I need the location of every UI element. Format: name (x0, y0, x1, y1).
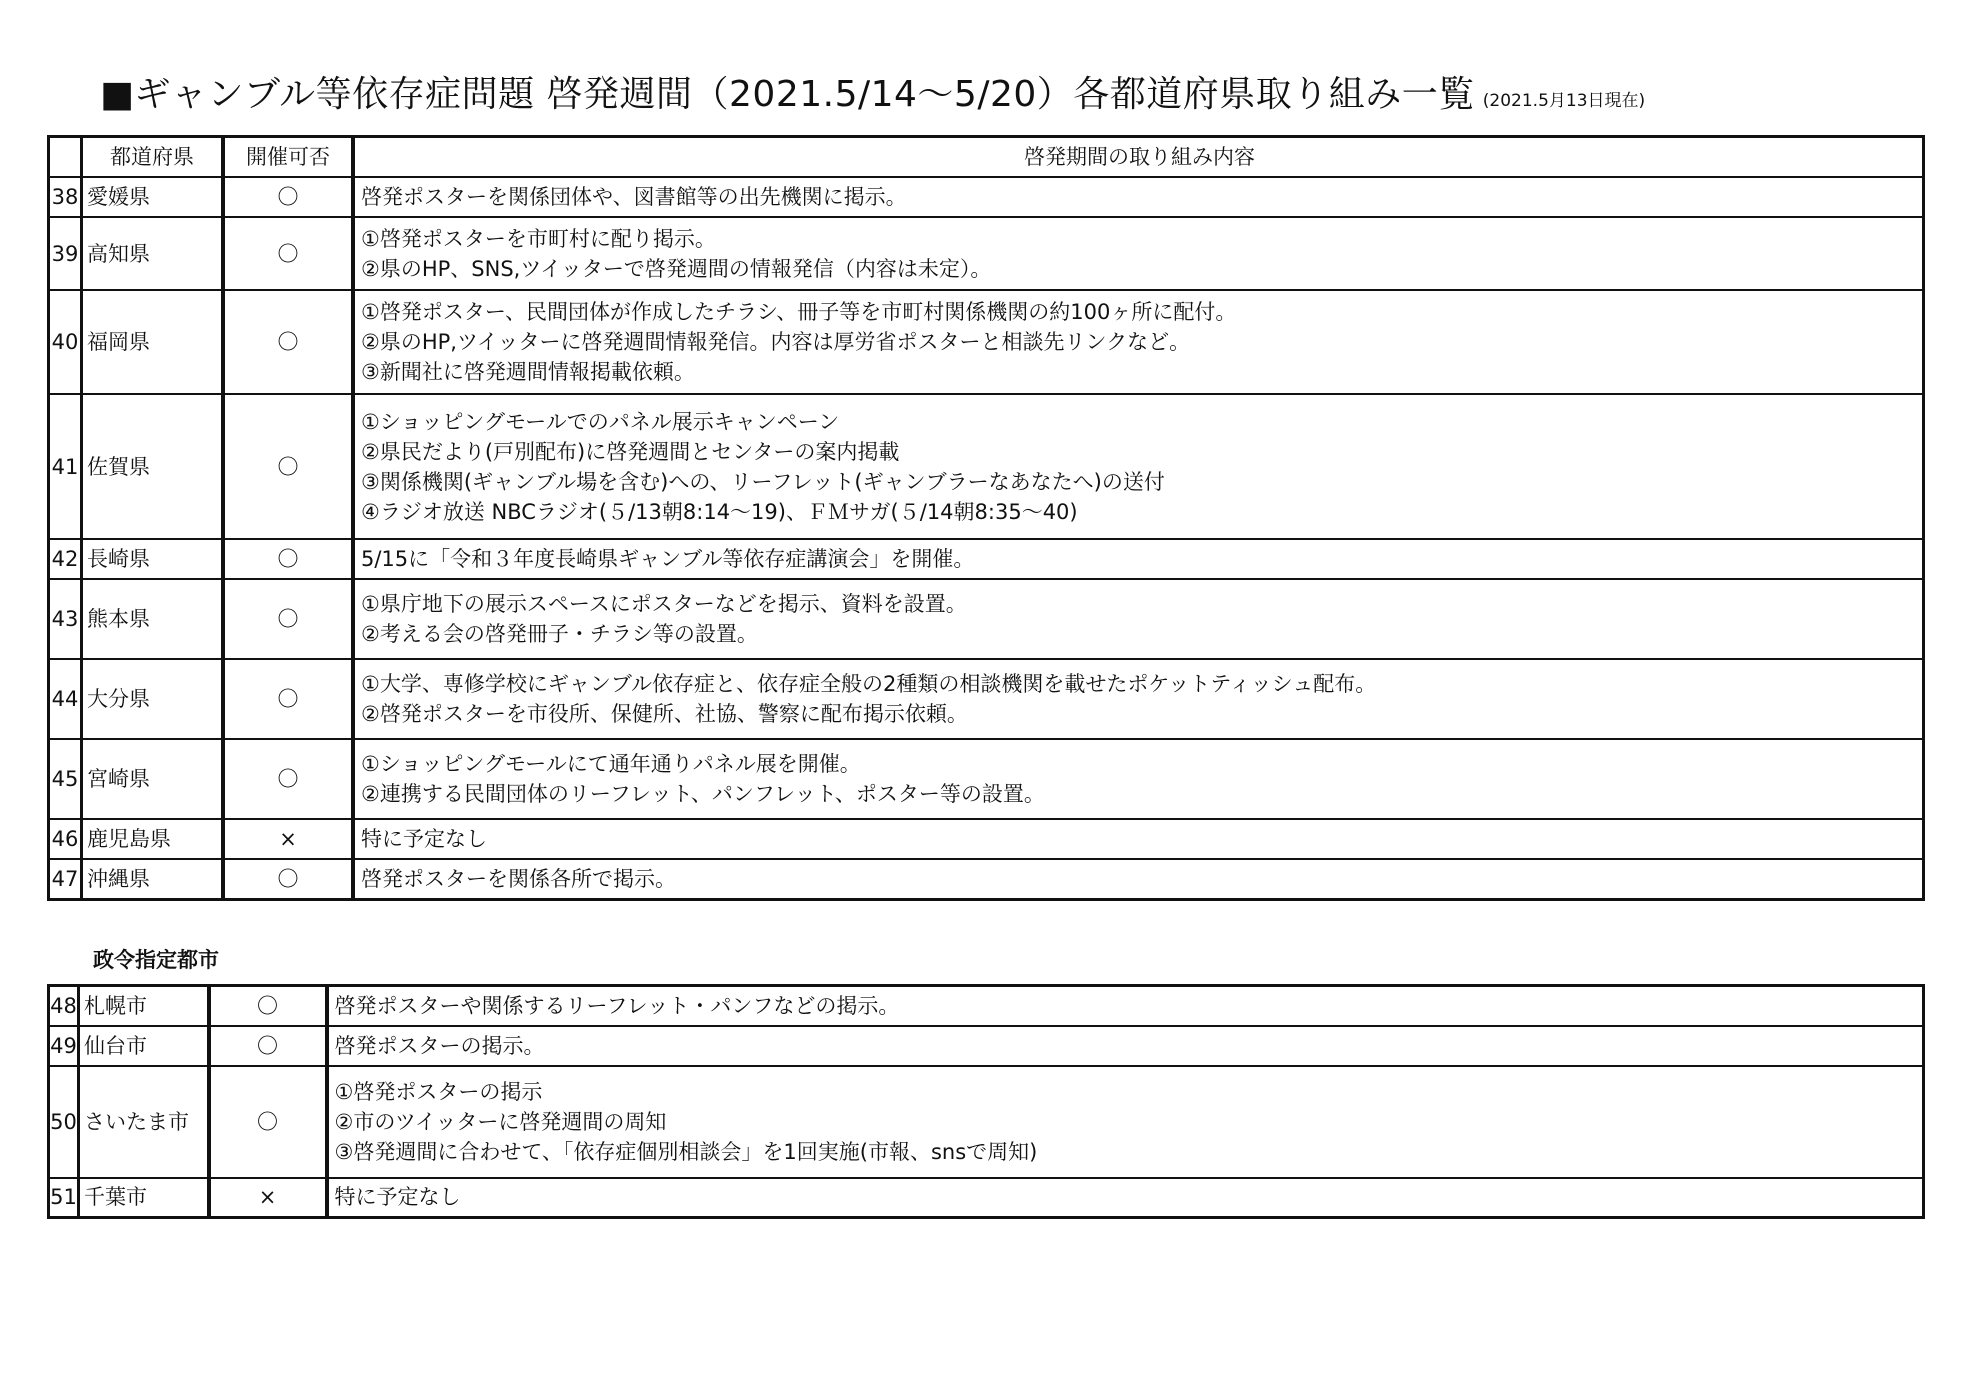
row-number: 40 (49, 290, 82, 394)
city-rows (49, 986, 1924, 1218)
content-line: 啓発ポスターを関係各所で掲示。 (361, 866, 676, 891)
content-line: 啓発ポスターや関係するリーフレット・パンフなどの掲示。 (334, 993, 900, 1018)
content-line: ①ショッピングモールにて通年通りパネル展を開催。 (361, 752, 861, 776)
row-content (353, 290, 1924, 394)
row-number: 48 (49, 986, 79, 1026)
row-number: 51 (49, 1178, 79, 1218)
row-number: 38 (49, 177, 82, 217)
row-content (327, 1026, 1924, 1066)
row-name: さいたま市 (79, 1066, 209, 1178)
page-title (100, 66, 1645, 117)
table-row (49, 1066, 1924, 1178)
row-content (353, 739, 1924, 819)
content-line: ②県のHP、SNS,ツイッターで啓発週間の情報発信（内容は未定）。 (361, 256, 992, 281)
table-row (49, 394, 1924, 539)
header-held: 開催可否 (223, 137, 353, 178)
content-line: ②市のツイッターに啓発週間の周知 (334, 1109, 667, 1134)
row-name: 宮崎県 (82, 739, 224, 819)
row-content (353, 394, 1924, 539)
row-number: 47 (49, 859, 82, 899)
row-held-status: 〇 (223, 217, 353, 290)
row-name: 鹿児島県 (82, 819, 224, 859)
row-held-status: 〇 (223, 290, 353, 394)
content-line: 5/15に「令和３年度長崎県ギャンブル等依存症講演会」を開催。 (361, 547, 975, 571)
content-line: ②県民だより(戸別配布)に啓発週間とセンターの案内掲載 (361, 439, 900, 464)
row-name: 愛媛県 (82, 177, 224, 217)
content-line: ①啓発ポスター、民間団体が作成したチラシ、冊子等を市町村関係機関の約100ヶ所に配付。 (361, 300, 1237, 324)
prefecture-table (47, 135, 1925, 901)
row-content (353, 217, 1924, 290)
row-number: 46 (49, 819, 82, 859)
row-name: 高知県 (82, 217, 224, 290)
title-text: ■ギャンブル等依存症問題 啓発週間（2021.5/14～5/20）各都道府県取り組み一覧 (100, 74, 1475, 115)
row-content (353, 177, 1924, 217)
row-held-status: 〇 (223, 579, 353, 659)
content-line: ③啓発週間に合わせて、「依存症個別相談会」を1回実施(市報、snsで周知) (334, 1139, 1038, 1164)
row-content (327, 1066, 1924, 1178)
content-line: ①啓発ポスターの掲示 (334, 1079, 543, 1104)
content-line: ①ショッピングモールでのパネル展示キャンペーン (361, 409, 840, 434)
row-content (353, 539, 1924, 579)
row-held-status: 〇 (223, 739, 353, 819)
row-content (353, 859, 1924, 899)
row-held-status: 〇 (223, 859, 353, 899)
row-content (353, 659, 1924, 739)
row-number: 49 (49, 1026, 79, 1066)
content-line: 啓発ポスターを関係団体や、図書館等の出先機関に掲示。 (361, 185, 907, 209)
city-table (47, 984, 1925, 1219)
row-held-status: 〇 (223, 659, 353, 739)
row-held-status: 〇 (223, 177, 353, 217)
row-name: 佐賀県 (82, 394, 224, 539)
row-held-status: 〇 (209, 1026, 327, 1066)
row-number: 41 (49, 394, 82, 539)
row-name: 大分県 (82, 659, 224, 739)
as-of-date: (2021.5月13日現在) (1482, 91, 1646, 111)
row-content (353, 819, 1924, 859)
table-row (49, 1026, 1924, 1066)
row-held-status: × (209, 1178, 327, 1218)
row-number: 39 (49, 217, 82, 290)
table-row (49, 539, 1924, 579)
row-name: 熊本県 (82, 579, 224, 659)
row-content (327, 1178, 1924, 1218)
content-line: ②考える会の啓発冊子・チラシ等の設置。 (361, 622, 758, 646)
row-held-status: 〇 (223, 539, 353, 579)
table-row (49, 859, 1924, 899)
row-name: 札幌市 (79, 986, 209, 1026)
table-row (49, 739, 1924, 819)
row-number: 42 (49, 539, 82, 579)
table-header-row (49, 137, 1924, 178)
table-row (49, 579, 1924, 659)
row-held-status: × (223, 819, 353, 859)
row-held-status: 〇 (209, 986, 327, 1026)
content-line: ①県庁地下の展示スペースにポスターなどを掲示、資料を設置。 (361, 592, 967, 616)
content-line: ④ラジオ放送 NBCラジオ(５/13朝8:14～19)、ＦＭサガ(５/14朝8:35～40) (361, 499, 1078, 524)
content-line: ②県のHP,ツイッターに啓発週間情報発信。内容は厚労省ポスターと相談先リンクなど。 (361, 330, 1191, 354)
row-name: 福岡県 (82, 290, 224, 394)
content-line: ②連携する民間団体のリーフレット、パンフレット、ポスター等の設置。 (361, 782, 1045, 806)
content-line: 啓発ポスターの掲示。 (334, 1033, 545, 1058)
content-line: ③関係機関(ギャンブル場を含む)への、リーフレット(ギャンブラーなあなたへ)の送付 (361, 469, 1165, 494)
table-row (49, 1178, 1924, 1218)
row-number: 45 (49, 739, 82, 819)
row-name: 長崎県 (82, 539, 224, 579)
table-row (49, 290, 1924, 394)
header-prefecture: 都道府県 (82, 137, 224, 178)
content-line: ②啓発ポスターを市役所、保健所、社協、警察に配布掲示依頼。 (361, 702, 968, 726)
content-line: ③新聞社に啓発週間情報掲載依頼。 (361, 360, 695, 384)
content-line: 特に予定なし (361, 827, 487, 851)
row-number: 44 (49, 659, 82, 739)
table-row (49, 986, 1924, 1026)
row-name: 千葉市 (79, 1178, 209, 1218)
table-row (49, 659, 1924, 739)
row-content (327, 986, 1924, 1026)
content-line: ①啓発ポスターを市町村に配り掲示。 (361, 226, 716, 251)
row-content (353, 579, 1924, 659)
table-row (49, 819, 1924, 859)
table-row (49, 217, 1924, 290)
header-content: 啓発期間の取り組み内容 (353, 137, 1924, 178)
content-line: ①大学、専修学校にギャンブル依存症と、依存症全般の2種類の相談機関を載せたポケットティッシュ配布。 (361, 672, 1377, 696)
row-name: 仙台市 (79, 1026, 209, 1066)
row-number: 50 (49, 1066, 79, 1178)
prefecture-rows (49, 177, 1924, 899)
row-held-status: 〇 (223, 394, 353, 539)
row-number: 43 (49, 579, 82, 659)
row-name: 沖縄県 (82, 859, 224, 899)
row-held-status: 〇 (209, 1066, 327, 1178)
table-row (49, 177, 1924, 217)
header-no (49, 137, 82, 178)
content-line: 特に予定なし (334, 1185, 461, 1210)
section-label-cities: 政令指定都市 (93, 948, 219, 972)
